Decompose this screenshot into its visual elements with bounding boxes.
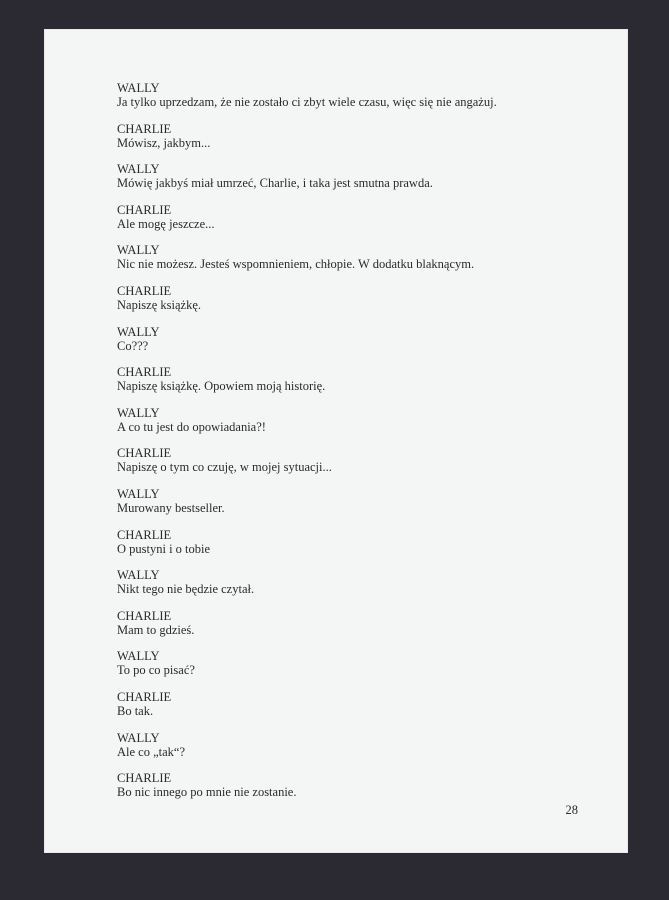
speaker-name: CHARLIE — [117, 527, 172, 542]
speaker-name: WALLY — [117, 162, 160, 177]
speaker-name: WALLY — [117, 730, 160, 745]
dialogue-exchange — [117, 284, 597, 325]
speaker-name: CHARLIE — [117, 121, 172, 136]
dialogue-exchange — [117, 365, 597, 406]
speaker-name: WALLY — [117, 324, 160, 339]
dialogue-exchange — [117, 243, 597, 284]
speaker-name: WALLY — [117, 405, 160, 420]
dialogue-line: To po co pisać? — [117, 663, 195, 678]
speaker-name: CHARLIE — [117, 283, 172, 298]
dialogue-line: Nic nie możesz. Jesteś wspomnieniem, chłopie. W dodatku blaknącym. — [117, 257, 475, 272]
speaker-name: CHARLIE — [117, 771, 172, 786]
dialogue-line: Bo tak. — [117, 703, 154, 718]
dialogue-line: Mam to gdzieś. — [117, 622, 195, 637]
dialogue-exchange — [117, 649, 597, 690]
dialogue-exchange — [117, 731, 597, 772]
speaker-name: WALLY — [117, 568, 160, 583]
dialogue-exchange — [117, 771, 597, 812]
dialogue-line: Co??? — [117, 338, 149, 353]
dialogue-exchange — [117, 81, 597, 122]
dialogue-exchange — [117, 528, 597, 569]
dialogue-line: Ale mogę jeszcze... — [117, 216, 215, 231]
speaker-name: CHARLIE — [117, 689, 172, 704]
dialogue-line: Napiszę książkę. — [117, 297, 201, 312]
speaker-name: WALLY — [117, 81, 160, 95]
speaker-name: CHARLIE — [117, 365, 172, 380]
dialogue-exchange — [117, 122, 597, 163]
dialogue-exchange — [117, 446, 597, 487]
page-number: 28 — [565, 803, 578, 817]
dialogue-exchange — [117, 406, 597, 447]
dialogue-line: Bo nic innego po mnie nie zostanie. — [117, 785, 297, 800]
speaker-name: CHARLIE — [117, 446, 172, 461]
dialogue-line: Ja tylko uprzedzam, że nie zostało ci zbyt wiele czasu, więc się nie angażuj. — [117, 95, 497, 109]
document-page — [44, 29, 628, 853]
dialogue-exchange — [117, 609, 597, 650]
dialogue-line: Napiszę książkę. Opowiem moją historię. — [117, 379, 326, 394]
dialogue-line: Mówię jakbyś miał umrzeć, Charlie, i taka jest smutna prawda. — [117, 176, 433, 191]
dialogue-exchange — [117, 487, 597, 528]
dialogue-exchange — [117, 162, 597, 203]
dialogue-exchange — [117, 690, 597, 731]
speaker-name: WALLY — [117, 649, 160, 664]
dialogue-exchange — [117, 325, 597, 366]
script-dialogue — [117, 81, 597, 812]
dialogue-line: Mówisz, jakbym... — [117, 135, 211, 150]
speaker-name: WALLY — [117, 486, 160, 501]
dialogue-exchange — [117, 203, 597, 244]
dialogue-line: Ale co „tak“? — [117, 744, 186, 759]
dialogue-line: Napiszę o tym co czuję, w mojej sytuacji... — [117, 460, 332, 475]
dialogue-line: Nikt tego nie będzie czytał. — [117, 582, 255, 597]
dialogue-line: A co tu jest do opowiadania?! — [117, 419, 266, 434]
dialogue-line: O pustyni i o tobie — [117, 541, 211, 556]
dialogue-exchange — [117, 568, 597, 609]
speaker-name: CHARLIE — [117, 608, 172, 623]
speaker-name: WALLY — [117, 243, 160, 258]
speaker-name: CHARLIE — [117, 202, 172, 217]
dialogue-line: Murowany bestseller. — [117, 500, 225, 515]
